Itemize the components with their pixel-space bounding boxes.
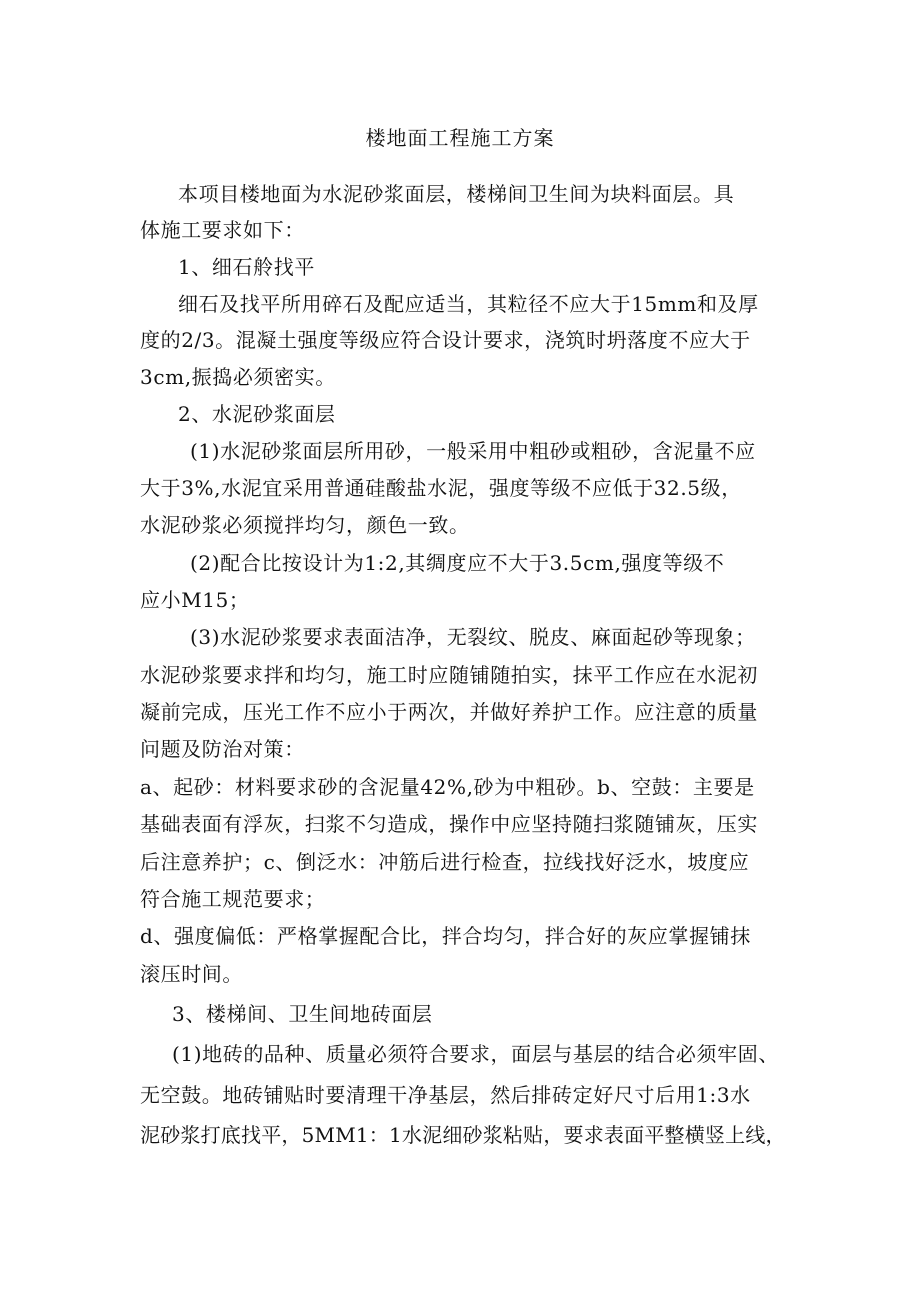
- paragraph-line: d、强度偏低：严格掌握配合比，拌合均匀，拌合好的灰应掌握铺抹: [140, 924, 751, 948]
- paragraph-line: a、起砂：材料要求砂的含泥量42%,砂为中粗砂。b、空鼓：主要是: [140, 775, 755, 799]
- paragraph-line: 凝前完成，压光工作不应小于两次，并做好养护工作。应注意的质量: [140, 700, 758, 724]
- paragraph-line: 基础表面有浮灰，扫浆不匀造成，操作中应坚持随扫浆随铺灰，压实: [140, 812, 758, 836]
- paragraph-line: 后注意养护；c、倒泛水：冲筋后进行检查，拉线找好泛水，坡度应: [140, 850, 750, 874]
- paragraph-line: 体施工要求如下：: [140, 218, 305, 242]
- paragraph-line: 3cm,振捣必须密实。: [140, 365, 336, 389]
- document-title: 楼地面工程施工方案: [365, 126, 555, 150]
- paragraph-line: 本项目楼地面为水泥砂浆面层，楼梯间卫生间为块料面层。具: [178, 182, 735, 206]
- paragraph-line: 无空鼓。地砖铺贴时要清理干净基层，然后排砖定好尺寸后用1:3水: [140, 1083, 751, 1107]
- paragraph-line: (2)配合比按设计为1:2,其绸度应不大于3.5cm,强度等级不: [190, 551, 725, 575]
- paragraph-line: (3)水泥砂浆要求表面洁净，无裂纹、脱皮、麻面起砂等现象；: [190, 625, 756, 649]
- paragraph-line: 大于3%,水泥宜采用普通硅酸盐水泥，强度等级不应低于32.5级，: [140, 476, 742, 500]
- paragraph-line: 问题及防治对策：: [140, 737, 305, 761]
- section-heading-1: 1、细石舲找平: [178, 255, 315, 279]
- paragraph-line: 细石及找平所用碎石及配应适当，其粒径不应大于15mm和及厚: [178, 292, 759, 316]
- section-heading-2: 2、水泥砂浆面层: [178, 402, 336, 426]
- paragraph-line: 水泥砂浆要求拌和均匀，施工时应随铺随拍实，抹平工作应在水泥初: [140, 663, 758, 687]
- paragraph-line: 度的2/3。混凝土强度等级应符合设计要求，浇筑时坍落度不应大于: [140, 328, 751, 352]
- paragraph-line: 泥砂浆打底找平，5MM1：1水泥细砂浆粘贴，要求表面平整横竖上线，: [140, 1123, 786, 1147]
- paragraph-line: (1)地砖的品种、质量必须符合要求，面层与基层的结合必须牢固、: [172, 1042, 779, 1066]
- paragraph-line: (1)水泥砂浆面层所用砂，一般采用中粗砂或粗砂，含泥量不应: [190, 439, 756, 463]
- paragraph-line: 水泥砂浆必须搅拌均匀，颜色一致。: [140, 513, 470, 537]
- paragraph-line: 滚压时间。: [140, 962, 243, 986]
- paragraph-line: 应小M15；: [140, 588, 250, 612]
- section-heading-3: 3、楼梯间、卫生间地砖面层: [172, 1002, 433, 1026]
- paragraph-line: 符合施工规范要求；: [140, 887, 326, 911]
